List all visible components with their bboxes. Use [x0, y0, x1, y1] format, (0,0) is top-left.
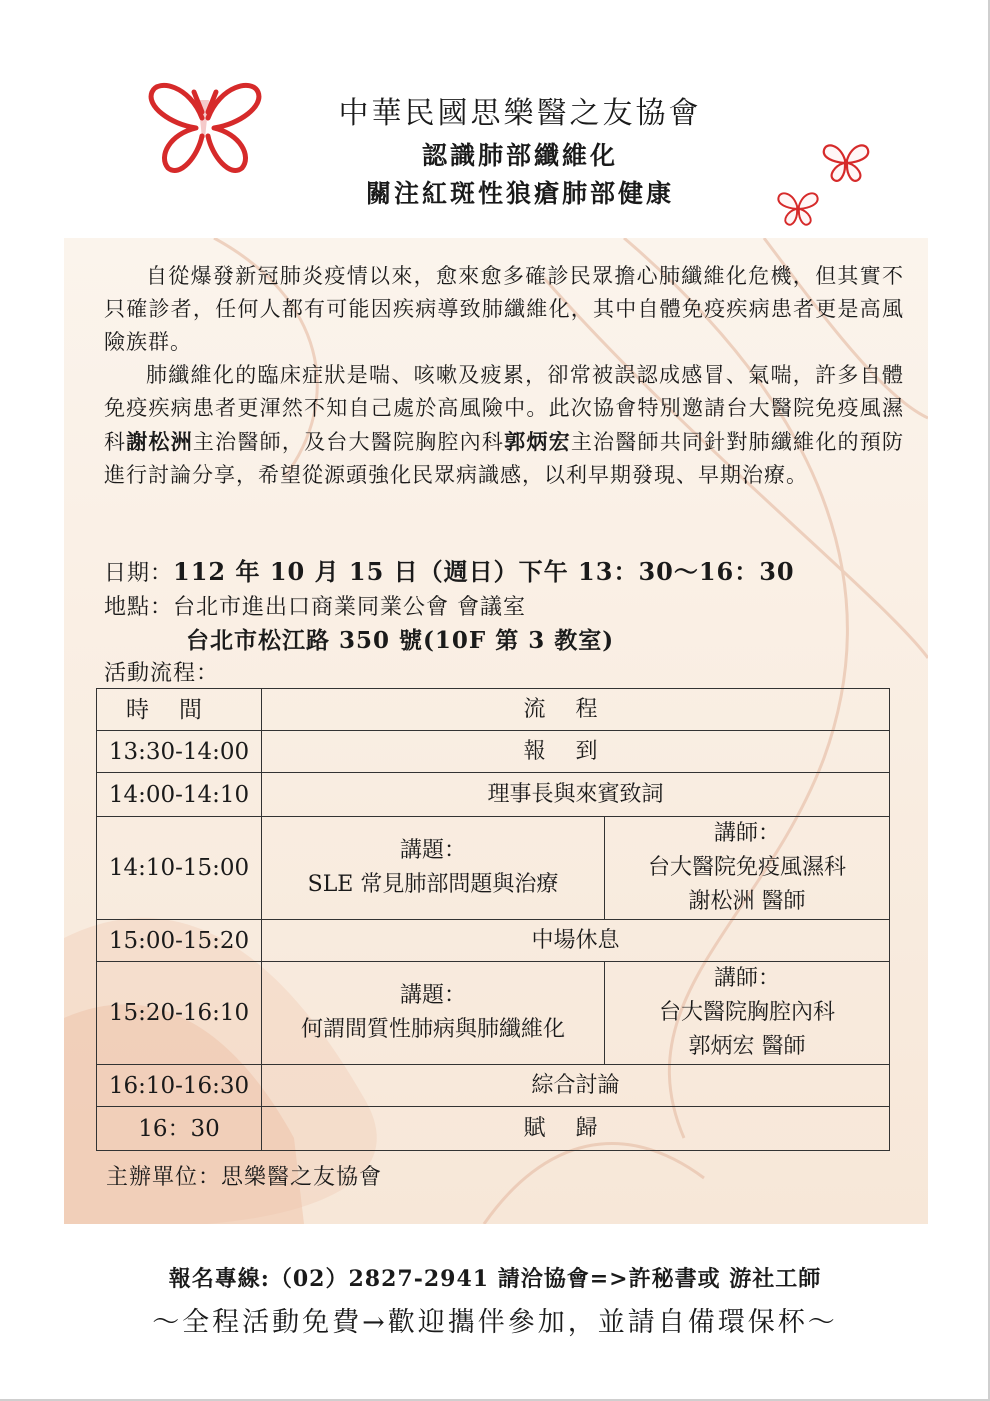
row-time: 13:30-14:00 — [97, 731, 262, 773]
venue-line — [104, 590, 526, 621]
topic-label: 講題： — [399, 983, 466, 1008]
row-time: 15:00-15:20 — [97, 920, 262, 962]
venue-address: 台北市松江路 350 號(10F 第 3 教室) — [186, 627, 615, 654]
event-subtitle-2: 關注紅斑性狼瘡肺部健康 — [365, 179, 674, 208]
registration-contact: 報名專線:（02）2827-2941 請洽協會=>許秘書或 游社工師 — [168, 1266, 822, 1292]
intro-text-c: 主治醫師共同針對肺纖維化的預防進行討論分享，希望從源頭強化民眾病識感，以利早期發現、早期治療。 — [104, 430, 905, 487]
venue-value: 台北市進出口商業同業公會 會議室 — [173, 595, 527, 620]
table-row — [97, 1065, 890, 1107]
row-item: 綜合討論 — [262, 1065, 890, 1107]
row-item: 報到 — [262, 731, 890, 773]
doctor-name-2: 郭炳宏 — [504, 429, 571, 454]
topic-cell — [262, 817, 605, 920]
flow-label: 活動流程： — [104, 661, 220, 686]
table-row — [97, 817, 890, 920]
speaker-cell — [605, 962, 890, 1065]
speaker-org: 台大醫院免疫風濕科 — [647, 855, 846, 880]
speaker-org: 台大醫院胸腔內科 — [658, 1000, 835, 1025]
intro-paragraph-1: 自從爆發新冠肺炎疫情以來，愈來愈多確診民眾擔心肺纖維化危機，但其實不只確診者，任何人都有可能因疾病導致肺纖維化，其中自體免疫疾病患者更是高風險族群。 — [104, 264, 904, 354]
speaker-name: 謝松洲 醫師 — [688, 889, 806, 914]
row-time: 16:10-16:30 — [97, 1065, 262, 1107]
topic-title: 何謂間質性肺病與肺纖維化 — [300, 1017, 565, 1042]
venue-label: 地點： — [104, 595, 174, 620]
speaker-name: 郭炳宏 醫師 — [688, 1034, 806, 1059]
schedule-table — [96, 688, 890, 1151]
doctor-name-1: 謝松洲 — [126, 429, 193, 454]
row-item: 賦歸 — [262, 1107, 890, 1151]
table-header-row — [97, 689, 890, 731]
row-time: 14:00-14:10 — [97, 773, 262, 817]
intro-paragraph-2 — [104, 359, 904, 492]
host-organizer: 主辦單位：思樂醫之友協會 — [106, 1165, 383, 1190]
date-line — [104, 552, 795, 587]
speaker-cell — [605, 817, 890, 920]
intro-text — [104, 260, 904, 492]
table-row — [97, 773, 890, 817]
table-row — [97, 731, 890, 773]
table-row — [97, 1107, 890, 1151]
row-item: 中場休息 — [262, 920, 890, 962]
intro-text-a: 肺纖維化的臨床症狀是喘、咳嗽及疲累，卻常被誤認成感冒、氣喘，許多自體免疫疾病患者更渾然不知自己處於高風險中。此次協會特別邀請台大醫院免疫風濕科 — [104, 363, 904, 454]
topic-label: 講題： — [399, 838, 466, 863]
date-label: 日期： — [104, 561, 174, 586]
speaker-label: 講師： — [713, 821, 780, 846]
header-time: 時間 — [97, 689, 262, 731]
org-title: 中華民國思樂醫之友協會 — [338, 96, 702, 131]
speaker-label: 講師： — [713, 966, 780, 991]
row-time: 16：30 — [97, 1107, 262, 1151]
row-item: 理事長與來賓致詞 — [262, 773, 890, 817]
table-row — [97, 920, 890, 962]
intro-text-b: 主治醫師，及台大醫院胸腔內科 — [192, 430, 505, 454]
event-slogan: ～全程活動免費→歡迎攜伴參加，並請自備環保杯～ — [152, 1307, 838, 1338]
table-row — [97, 962, 890, 1065]
row-time: 14:10-15:00 — [97, 817, 262, 920]
topic-cell — [262, 962, 605, 1065]
topic-title: SLE 常見肺部問題與治療 — [307, 872, 559, 897]
row-time: 15:20-16:10 — [97, 962, 262, 1065]
date-value: 112 年 10 月 15 日（週日）下午 13：30～16：30 — [173, 557, 795, 586]
event-subtitle-1: 認識肺部纖維化 — [421, 141, 618, 170]
header-flow: 流程 — [262, 689, 890, 731]
